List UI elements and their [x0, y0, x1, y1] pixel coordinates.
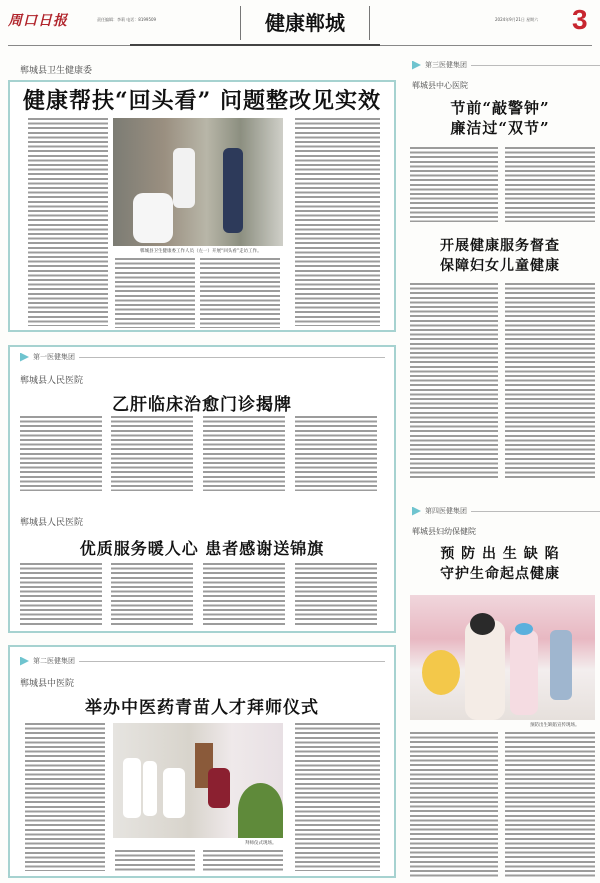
- article-kicker: 郸城县中心医院: [412, 81, 468, 90]
- editor-info: 责任编辑：李莉 电话：8199509: [97, 17, 157, 22]
- article3-photo: [113, 723, 283, 838]
- article-kicker: 郸城县人民医院: [20, 518, 84, 528]
- article-text-column: [28, 118, 108, 326]
- article-text-column: [203, 850, 283, 872]
- group-label: 第四医健集团: [412, 506, 600, 516]
- article-text-column: [410, 147, 498, 222]
- article-text-column: [200, 258, 280, 328]
- newspaper-logo: 周口日报: [8, 13, 68, 29]
- article-text-column: [295, 563, 377, 625]
- article1-photo: [113, 118, 283, 246]
- article4-photo: [410, 595, 595, 720]
- arrow-icon: [412, 507, 421, 516]
- article-text-column: [295, 723, 380, 871]
- article-headline: 节前“敲警钟” 廉洁过“双节”: [450, 99, 550, 137]
- article-headline: 乙肝临床治愈门诊揭牌: [112, 395, 292, 415]
- article-headline: 预 防 出 生 缺 陷 守护生命起点健康: [440, 546, 560, 582]
- article-text-column: [115, 850, 195, 872]
- arrow-icon: [20, 353, 29, 362]
- article-text-column: [203, 416, 285, 491]
- article-kicker: 郸城县中医院: [20, 679, 75, 689]
- article-kicker: 郸城县人民医院: [20, 376, 84, 386]
- article1-headline: 健康帮扶“回头看” 问题整改见实效: [23, 88, 381, 114]
- issue-date: 2024年9月21日 星期六: [495, 17, 539, 22]
- article-text-column: [505, 732, 595, 878]
- article-text-column: [505, 283, 595, 479]
- article-text-column: [295, 416, 377, 491]
- article-text-column: [203, 563, 285, 625]
- article-text-column: [25, 723, 105, 871]
- article1-photo-caption: 郸城县卫生健康委工作人员（左一）开展“回头看”走访工作。: [140, 249, 262, 254]
- article1-kicker: 郸城县卫生健康委: [20, 66, 93, 76]
- article-text-column: [410, 732, 498, 878]
- header-rule-bold: [130, 44, 380, 46]
- article-headline: 优质服务暖人心 患者感谢送锦旗: [79, 539, 325, 558]
- article-headline: 举办中医药青苗人才拜师仪式: [85, 698, 319, 718]
- article3-photo-caption: 拜师仪式现场。: [245, 841, 277, 846]
- article4-photo-caption: 预防出生缺陷宣传现场。: [530, 723, 580, 728]
- article-text-column: [410, 283, 498, 479]
- article-text-column: [505, 147, 595, 222]
- group-label: 第三医健集团: [412, 60, 600, 70]
- page-number: 3: [572, 4, 588, 35]
- group-label: 第一医健集团: [20, 352, 385, 362]
- group-label: 第二医健集团: [20, 656, 385, 666]
- article-text-column: [20, 563, 102, 625]
- arrow-icon: [412, 61, 421, 70]
- section-title: 健康郸城: [240, 6, 370, 40]
- article-text-column: [20, 416, 102, 491]
- article-text-column: [111, 416, 193, 491]
- article-text-column: [295, 118, 380, 326]
- article-text-column: [111, 563, 193, 625]
- article-headline: 开展健康服务督查 保障妇女儿童健康: [440, 238, 560, 274]
- article-text-column: [115, 258, 195, 328]
- arrow-icon: [20, 657, 29, 666]
- article-kicker: 郸城县妇幼保健院: [412, 527, 476, 536]
